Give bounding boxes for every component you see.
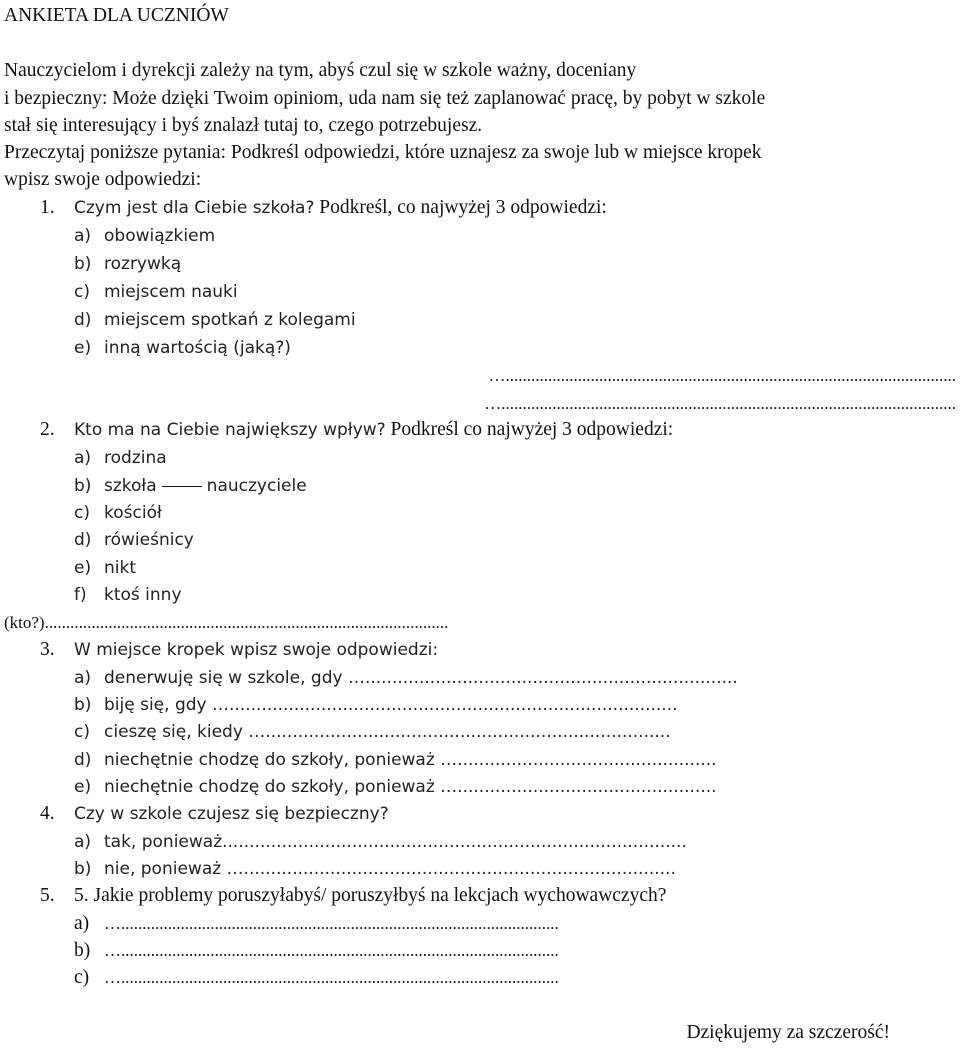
q3-item-d[interactable] [74,748,717,772]
question-text: Czym jest dla Ciebie szkoła? [74,198,315,218]
option-text: miejscem nauki [104,282,238,302]
question-number: 2. [40,419,55,440]
item-letter: b) [74,859,92,879]
item-text: …....................................................................................................... [104,941,559,960]
q1-option-c[interactable] [74,280,238,304]
item-letter: c) [74,722,90,742]
q1-option-e[interactable] [74,336,291,360]
question-3 [40,638,438,662]
item-letter: a) [74,668,92,688]
question-number: 1. [40,197,55,218]
option-letter: d) [74,310,92,330]
option-text: rodzina [104,448,167,468]
item-text: …....................................................................................................... [104,914,559,933]
question-text: Czy w szkole czujesz się bezpieczny? [74,804,389,824]
document-title: ANKIETA DLA UCZNIÓW [4,5,229,26]
question-text: 5. Jakie problemy poruszyłabyś/ poruszyłbyś na lekcjach wychowawczych? [74,885,667,906]
option-text: ktoś inny [104,585,182,605]
item-letter: b) [74,940,91,961]
item-text: biję się, gdy …................................................................................... [104,695,678,715]
intro-line-3: stał się interesujący i byś znalazł tutaj to, czego potrzebujesz. [4,115,483,136]
dash-separator [162,486,202,487]
question-instruction: Podkreśl, co najwyżej 3 odpowiedzi: [314,197,607,218]
q3-item-c[interactable] [74,720,671,744]
item-text: tak, ponieważ...................................................................................... [104,832,687,852]
option-letter: c) [74,503,90,523]
option-letter: f) [74,585,87,605]
option-text: inną wartością (jaką?) [104,338,291,358]
option-text: miejscem spotkań z kolegami [104,310,356,330]
question-instruction: Podkreśl co najwyżej 3 odpowiedzi: [385,419,674,440]
q2-who-blank[interactable]: (kto?)............................................................................................... [4,613,449,632]
q2-option-f[interactable] [74,583,182,607]
q5-item-b[interactable] [74,939,559,963]
item-text: …....................................................................................................... [104,968,559,987]
option-text: nikt [104,558,137,578]
instruction-line-2: wpisz swoje odpowiedzi: [4,169,202,190]
option-letter: a) [74,226,92,246]
q5-item-a[interactable] [74,912,559,936]
option-text: kościół [104,503,162,523]
option-text: rówieśnicy [104,530,194,550]
option-letter: e) [74,338,92,358]
option-text: rozrywką [104,254,182,274]
q1-option-d[interactable] [74,308,356,332]
option-letter: c) [74,282,90,302]
item-text: niechętnie chodzę do szkoły, ponieważ …................................................ [104,750,717,770]
item-letter: b) [74,695,92,715]
question-number: 4. [40,803,55,824]
intro-line-2: i bezpieczny: Może dzięki Twoim opiniom, uda nam się też zaplanować pracę, by pobyt w szkole [4,88,766,109]
q2-option-d[interactable] [74,528,194,552]
option-letter: b) [74,254,92,274]
q1-option-a[interactable] [74,224,215,248]
q2-option-e[interactable] [74,556,136,580]
item-text: cieszę się, kiedy …........................................................................... [104,722,671,742]
q3-item-b[interactable] [74,693,678,717]
option-text: obowiązkiem [104,226,216,246]
q2-option-c[interactable] [74,501,162,525]
instruction-line-1: Przeczytaj poniższe pytania: Podkreśl odpowiedzi, które uznajesz za swoje lub w miejsce kropek [4,142,762,163]
intro-line-1: Nauczycielom i dyrekcji zależy na tym, abyś czul się w szkole ważny, doceniany [4,60,637,81]
question-number: 5. [40,885,55,906]
question-1 [40,196,607,220]
option-text: szkoła [104,476,157,496]
closing-thanks: Dziękujemy za szczerość! [686,1022,890,1043]
question-text: Kto ma na Ciebie największy wpływ? [74,420,386,440]
q1-option-b[interactable] [74,252,181,276]
q1-answer-blank-2[interactable]: …........................................................................................................... [484,394,956,413]
q2-option-b[interactable] [74,474,307,498]
q3-item-a[interactable] [74,666,738,690]
option-letter: a) [74,448,92,468]
option-letter: e) [74,558,92,578]
q4-item-a[interactable] [74,830,687,854]
q4-item-b[interactable] [74,857,676,881]
item-letter: e) [74,777,92,797]
item-letter: c) [74,967,90,988]
question-number: 3. [40,639,55,660]
option-letter: b) [74,476,92,496]
option-letter: d) [74,530,92,550]
item-letter: a) [74,832,92,852]
question-4 [40,802,389,826]
item-text: nie, ponieważ …................................................................................ [104,859,676,879]
question-text: W miejsce kropek wpisz swoje odpowiedzi: [74,640,439,660]
item-text: denerwuję się w szkole, gdy …..................................................................... [104,668,738,688]
q1-answer-blank-1[interactable]: ….......................................................................................................... [488,366,956,385]
q3-item-e[interactable] [74,775,717,799]
item-text: niechętnie chodzę do szkoły, ponieważ …................................................ [104,777,717,797]
q5-item-c[interactable] [74,966,559,990]
item-letter: a) [74,913,90,934]
option-text-2: nauczyciele [206,476,307,496]
question-2 [40,418,673,442]
item-letter: d) [74,750,92,770]
q2-option-a[interactable] [74,446,167,470]
question-5 [40,884,666,908]
